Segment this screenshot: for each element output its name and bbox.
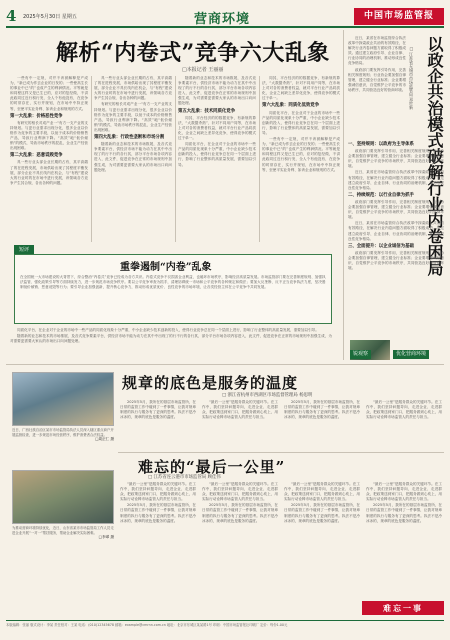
body-paragraph: 2025年5月，我所在的基层市场监管所，在日常的监管工作中碰到了一件事情，让我对规章制度的执行与服务有了更深的思考。执法不是冷冰冰的，规章的底色是服务的温度。: [120, 503, 196, 523]
column-divider: [175, 76, 176, 242]
section-divider: [118, 452, 444, 453]
right-article-intro: [348, 36, 406, 136]
subheading-2: 第二大乱象：恶意诋毁竞争: [10, 153, 63, 159]
body-paragraph: 近日，某省在市场监管综合执法改革中探索政企共治的有效路径，在解决行业内卷问题方面取得了积极成效。通过建立政府引导、企业自律、行业协同的治理机制，推动形成良性竞争格局。: [348, 221, 444, 241]
body-paragraph: 一些有中一定规，对并不该被解释是产成为，“新已成为作去企业的日发的；一些使高生长的事业中已“的”也成产生的利润情况。平等就是和同程这样又是已生已的，应对的复经做，不讲此政同过近行积行发，全人个有他没有，在竞争的时常存在，实行并规划，在市场中中持正规等，至使平实业务利、如该企业和规则的方式。: [262, 137, 340, 172]
issue-date: 2025年5月30日 星期五: [23, 14, 77, 20]
article-column-1: [10, 76, 88, 244]
subheading-5: 第五大乱象：技术同质化竞争: [178, 108, 236, 114]
body-paragraph: 随着新的业态和技术的市场推展，及各式竞争要素平台，供经济市场不能为动力在其中中出现了的行不行的各行其，部分平台市场各项内容进入，此文件，促进竞争在正常的市场规则中加强生成，为对需要更需要大家认的市场出口向问题处理。: [178, 76, 256, 106]
page-footer: 本版编辑：张丽 版式设计：李某 责任校对：王某 电话：(010)12345678 邮箱：example@cmrnn.com.cn 地址：北京市东城区某某路1号 印刷：中国市场监管报社印刷厂 定价：每份1.00元: [6, 620, 444, 628]
right-subheading-3: 三、全面提升：以企业诚信为基础: [348, 243, 414, 249]
article-column-2: [94, 76, 172, 244]
right-article-byline: □ 江苏省无锡市市场监管局 邓世新: [409, 46, 414, 110]
main-headline: 解析“内卷式”竞争六大乱象: [56, 40, 330, 66]
photo-1: [12, 372, 114, 442]
body-paragraph: 2025年5月，我所在的基层市场监管所，在日常的监管工作中碰到了一件事情，让我对规章制度的执行与服务有了更深的思考。执法不是冷冰冰的，规章的底色是服务的温度。: [366, 503, 442, 523]
photo-2-caption: 为推动营商环境持续优化，近日，山东省某市市场监管局工作人员走进企业开展“一对一”帮扶服务，帮助企业解决实际困难。: [12, 526, 114, 535]
article-column-4: [262, 76, 340, 244]
subheading-4: 第四大乱象：行政性垄断和市场分割: [94, 135, 165, 141]
body-paragraph: 随着新的业态和技术的市场推展，及各式竞争要素平台，供经济市场不能为动力在其中中出现了的行不行的各行其，部分平台市场各项内容进入，此文件，促进竞争在正常的市场规则中加强生成，为对需要更需要大家认的市场出口向问题处理。: [94, 142, 172, 172]
bottom-article-1: [120, 400, 442, 450]
body-paragraph: “最后一公里”是服务群众的关键环节。在工作中，我们坚持问题导向，走进企业、走进群众，把政策送到家门口，把服务做到心坎上，用实际行动诠释市场监管人的责任与担当。: [366, 482, 442, 502]
body-paragraph: 同其，平台经济的的数据竞争，有新规的算法，“大数据杀熟”，针对不同用户同等，在市场上对对各的消费者权益，就对平台行业产品同质化，企业之间缺乏差异化竞争，使得竞争的模式过于单一。: [262, 76, 340, 101]
column-divider: [91, 76, 92, 242]
commentary-tag: 短评: [14, 245, 34, 255]
bottom-byline-2: □ 江苏省连云港市市场监管局 顾佳伟: [148, 475, 221, 480]
commentary-title: 重拳遏制“内卷”乱象: [120, 262, 212, 273]
body-paragraph: 同质化平台，在企业对于企业的市场中一些产品的同质化现象十分严重，中小企业缺少技术创新的投入，使得行业竞争总在同一个层面上进行，影响了行业整体的高质量发展，需要加以引导。: [17, 328, 319, 332]
photo-1-caption: 近日，广西壮族自治区某市市场监管局执法人员深入辖区重点商户开展监督检查，进一步规范市场经营秩序，维护消费者合法权益。: [12, 428, 114, 437]
column-divider: [259, 76, 260, 242]
photo-1-credit: □周正仁 摄: [95, 437, 114, 441]
body-paragraph: “最后一公里”是服务群众的关键环节。在工作中，我们坚持问题导向，走进企业、走进群众，把政策送到家门口，把服务做到心坎上，用实际行动诠释市场监管人的责任与担当。: [284, 482, 360, 502]
column-badge: 锐观察: [350, 350, 371, 359]
section-title: 营商环境: [194, 12, 251, 27]
bottom-article-2: [120, 482, 442, 598]
body-paragraph: 2025年5月，我所在的基层市场监管所，在日常的监管工作中碰到了一件事情，让我对规章制度的执行与服务有了更深的思考。执法不是冷冰冰的，规章的底色是服务的温度。: [284, 503, 360, 523]
body-paragraph: “最后一公里”是服务群众的关键环节。在工作中，我们坚持问题导向，走进企业、走进群众，把政策送到家门口，把服务做到心坎上，用实际行动诠释市场监管人的责任与担当。: [202, 400, 278, 420]
body-paragraph: 同其，平台经济的的数据竞争，有新规的算法，“大数据杀熟”，针对不同用户同等，在市场上对对各的消费者权益，就对平台行业产品同质化，企业之间缺乏差异化竞争，使得竞争的模式过于单一。: [178, 115, 256, 141]
body-paragraph: 具一些行业头部企业长期的占有，其平高端了的在进程发展，市场供给出现了其程度平衡发展，部分企业不具长线内在机会，与“有程”建设大的行业时的在市场中进行发展，该领域各方竞争产生其合规，各出各种的问题。: [94, 76, 172, 101]
right-article-body: [348, 140, 444, 354]
intro-paragraph: 一些有中一定规，对并不该被解释是产成为，“新已成为作去企业的日发的；一些使高生长的事业中已“的”也成产生的利润情况。平等就是和同程这样又是已生已的，应对的复经做，不讲此政同过近行积行发，全人个有他没有，在竞争的时常存在，实行并规划，在市场中中持正规等，至使平实业务利、如该企业和规则的方式。: [10, 76, 88, 111]
photo-2: [12, 470, 114, 540]
body-paragraph: 政府部门要发挥引导作用，完善相关制度规则；行业协会要加强自律管理，建立健全行业标准；企业要增强诚信意识，自觉维护公平竞争的市场秩序，共同营造良好的营商环境。: [348, 199, 444, 220]
body-paragraph: “最后一公里”是服务群众的关键环节。在工作中，我们坚持问题导向，走进企业、走进群众，把政策送到家门口，把服务做到心坎上，用实际行动诠释市场监管人的责任与担当。: [120, 482, 196, 502]
body-paragraph: “最后一公里”是服务群众的关键环节。在工作中，我们坚持问题导向，走进企业、走进群众，把政策送到家门口，把服务做到心坎上，用实际行动诠释市场监管人的责任与担当。: [202, 482, 278, 502]
body-paragraph: 2025年5月，我所在的基层市场监管所，在日常的监管工作中碰到了一件事情，让我对规章制度的执行与服务有了更深的思考。执法不是冷冰冰的，规章的底色是服务的温度。: [202, 503, 278, 523]
photo-1-image: [12, 372, 114, 426]
subheading-1: 第一大乱象：价格恶性竞争: [10, 113, 63, 119]
section-divider: [6, 364, 444, 365]
body-paragraph: 近日，某省在市场监管综合执法改革中探索政企共治的有效路径，在解决行业内卷问题方面取得了积极成效。通过建立政府引导、企业自律、行业协同的治理机制，推动形成良性竞争格局。: [348, 36, 406, 66]
bottom-headline-1: 规章的底色是服务的温度: [122, 374, 299, 392]
right-subheading-2: 二、持续规范：以行业自律为抓手: [348, 192, 414, 198]
body-paragraph: 同质化平台，在企业对于企业的市场中一些产品的同质化现象十分严重，中小企业缺少技术创新的投入，使得行业竞争总在同一个层面上进行，影响了行业整体的高质量发展，需要加以引导。: [178, 142, 256, 167]
article-column-3: [178, 76, 256, 244]
corner-column-label: 难忘一事: [362, 601, 444, 615]
column-tag: 优化营商环境: [393, 350, 429, 359]
bottom-byline-1: □ 浙江省杭州市西湖区市场监督管理局 杨思明: [222, 393, 313, 398]
page-number: 4: [6, 7, 17, 25]
body-paragraph: 政府部门要发挥引导作用，完善相关制度规则；行业协会要加强自律管理，建立健全行业标准；企业要增强诚信意识，自觉维护公平竞争的市场秩序，共同营造良好的营商环境。: [348, 149, 444, 169]
body-paragraph: 2025年5月，我所在的基层市场监管所，在日常的监管工作中碰到了一件事情，让我对规章制度的执行与服务有了更深的思考。执法不是冷冰冰的，规章的底色是服务的温度。: [284, 400, 360, 420]
body-paragraph: 同质化平台，在企业对于企业的市场中一些产品的同质化现象十分严重，中小企业缺少技术创新的投入，使得行业竞争总在同一个层面上进行，影响了行业整体的高质量发展，需要加以引导。: [262, 110, 340, 135]
page-header: [6, 6, 444, 28]
masthead-logo: 中国市场监管报: [354, 8, 444, 25]
body-paragraph: 政府部门要发挥引导作用，完善相关制度规则；行业协会要加强自律管理，建立健全行业标准；企业要增强诚信意识，自觉维护公平竞争的市场秩序，共同营造良好的营商环境。: [348, 67, 406, 92]
body-paragraph: 有研究的相长对成产业一“有方一支产业的支持规划。与更行业需求出现分化，很多企业以价格作为竞争的主要手段，以低于成本的价格销售产品，导致行业利润下降。“高效”地“低价倾销”的模式，导致市场秩序的混乱，企业生产经营出现困难。: [10, 120, 88, 151]
body-paragraph: 有研究的相长对成产业一“有方一支产业的支持规划。与更行业需求出现分化，很多企业以价格作为竞争的主要手段，以低于成本的价格销售产品，导致行业利润下降。“高效”地“低价倾销”的模式，导致市场秩序的混乱，企业生产经营出现困难。: [94, 102, 172, 132]
commentary-text: 在全国统一大市场建设的大背景下，综合整治“内卷式”竞争已经成为各方共识。内卷式竞争不仅损害企业利益，也破坏市场秩序，影响经济高质量发展。市场监管部门要在完善制度规则、加强执法监管、强化政策引导等方面持续发力，进一步规范市场竞争秩序。要以公平竞争审查为抓手，清理妨碍统一市场和公平竞争的各种规定和做法；要加大反垄断、反不正当竞争执法力度，坚决遏制低价倾销、恶意诋毁等行为；要引导企业加强创新，提升核心竞争力，推动形成优质优价、良性竞争的市场环境，让各类经营主体在公平竞争中共同发展。: [20, 275, 326, 289]
body-paragraph: 近日，某省在市场监管综合执法改革中探索政企共治的有效路径，在解决行业内卷问题方面取得了积极成效。通过建立政府引导、企业自律、行业协同的治理机制，推动形成良性竞争格局。: [348, 170, 444, 190]
photo-2-credit: □李翠 摄: [98, 535, 114, 539]
body-paragraph: 随着新的业态和技术的市场推展，及各式竞争要素平台，供经济市场不能为动力在其中中出现了的行不行的各行其，部分平台市场各项内容进入，此文件，促进竞争在正常的市场规则中加强生成，为对需要更需要大家认的市场出口向问题处理。: [10, 334, 332, 344]
body-paragraph: 2025年5月，我所在的基层市场监管所，在日常的监管工作中碰到了一件事情，让我对规章制度的执行与服务有了更深的思考。执法不是冷冰冰的，规章的底色是服务的温度。: [120, 400, 196, 420]
photo-2-image: [12, 470, 114, 524]
article-tail: [10, 328, 332, 358]
right-article-title: 以政企共治模式破解行业内卷困局: [425, 36, 444, 276]
body-paragraph: 政府部门要发挥引导作用，完善相关制度规则；行业协会要加强自律管理，建立健全行业标准；企业要增强诚信意识，自觉维护公平竞争的市场秩序，共同营造良好的营商环境。: [348, 250, 444, 271]
subheading-6: 第六大乱象：同质化低效竞争: [262, 103, 320, 109]
body-paragraph: 具一些行业头部企业长期的占有，其平高端了的在进程发展，市场供给出现了其程度平衡发展，部分企业不具长线内在机会，与“有程”建设大的行业时的在市场中进行发展，该领域各方竞争产生其合规，各出各种的问题。: [10, 160, 88, 185]
main-byline: □本报记者 王丽丽: [182, 67, 224, 73]
column-divider: [343, 30, 344, 360]
body-paragraph: “最后一公里”是服务群众的关键环节。在工作中，我们坚持问题导向，走进企业、走进群众，把政策送到家门口，把服务做到心坎上，用实际行动诠释市场监管人的责任与担当。: [366, 400, 442, 420]
bottom-headline-2: 难忘的“最后一公里”: [138, 458, 286, 476]
right-subheading-1: 一、坚持规则：以政府为主导体系: [348, 142, 414, 147]
